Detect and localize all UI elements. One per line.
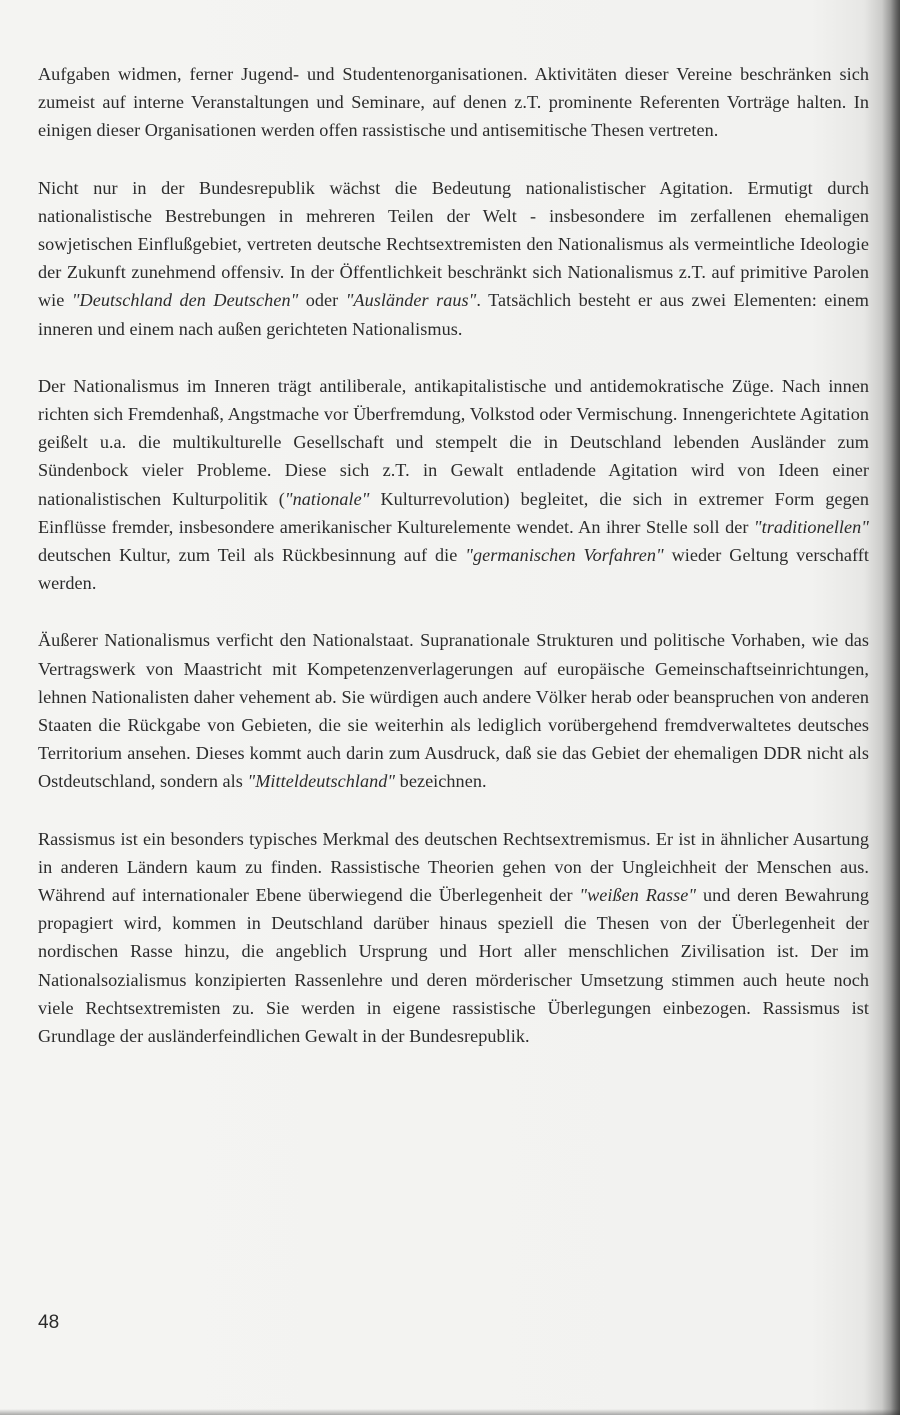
paragraph [38, 372, 869, 598]
quoted-term: "germanischen Vorfahren" [465, 545, 664, 566]
book-spine-shadow [882, 0, 900, 1415]
text-segment: Rassismus ist ein besonders typisches Merkmal des deutschen Rechtsextremismus. Er ist in ähnlicher Ausartung in anderen Ländern kaum zu finden. Rassistische Theorien gehen von der Ungleichheit der Menschen aus. Während auf internationaler Ebene überwiegend die Überlegenheit der [38, 828, 869, 906]
body-text [38, 60, 869, 1050]
text-segment: wieder Geltung verschafft werden. [38, 545, 869, 594]
text-segment: und deren Bewahrung propagiert wird, kommen in Deutschland darüber hinaus speziell die Thesen von der Überlegenheit der nordischen Rasse hinzu, die angeblich Ursprung und Hort aller menschlichen Zivilisation ist. Der im Nationalsozialismus konzipierten Rassenlehre und deren mörderischer Umsetzung stimmen auch heute noch viele Rechtsextremisten zu. Sie werden in eigene rassistische Überlegungen einbezogen. Rassismus ist Grundlage der ausländerfeindlichen Gewalt in der Bundesrepublik. [38, 885, 869, 1047]
quoted-slogan: "Deutschland den Deutschen" [71, 290, 299, 311]
text-segment: oder [298, 290, 346, 311]
text-segment: Nicht nur in der Bundesrepublik wächst die Bedeutung nationalistischer Agitation. Ermutigt durch nationalistische Bestrebungen in mehreren Teilen der Welt - insbesondere im zerfallenen ehemaligen sowjetischen Einflußgebiet, vertreten deutsche Rechtsextremisten den Nationalismus als vermeintliche Ideologie der Zukunft zunehmend offensiv. In der Öffentlichkeit beschränkt sich Nationalismus z.T. auf primitive Parolen wie [38, 177, 869, 311]
quoted-slogan: "Ausländer raus" [345, 290, 477, 311]
text-segment: Äußerer Nationalismus verficht den Nationalstaat. Supranationale Strukturen und politische Vorhaben, wie das Vertragswerk von Maastricht mit Kompetenzenverlagerungen auf europäische Gemeinschaftseinrichtungen, lehnen Nationalisten daher vehement ab. Sie würdigen auch andere Völker herab oder beanspruchen von anderen Staaten die Rückgabe von Gebieten, die sie weiterhin als lediglich vorübergehend fremdverwaltetes deutsches Territorium ansehen. Dieses kommt auch darin zum Ausdruck, daß sie das Gebiet der ehemaligen DDR nicht als Ostdeutschland, sondern als [38, 630, 869, 792]
paragraph [38, 60, 869, 145]
paragraph [38, 174, 869, 343]
text-segment: Aufgaben widmen, ferner Jugend- und Studentenorganisationen. Aktivitäten dieser Vereine beschränken sich zumeist auf interne Veranstaltungen und Seminare, auf denen z.T. prominente Referenten Vorträge halten. In einigen dieser Organisationen werden offen rassistische und antisemitische Thesen vertreten. [38, 64, 869, 141]
quoted-term: "traditionellen" [753, 516, 869, 537]
text-segment: . Tatsächlich besteht er aus zwei Elementen: einem inneren und einem nach außen gerichteten Nationalismus. [38, 290, 869, 339]
quoted-term: "nationale" [284, 488, 370, 509]
paragraph [38, 626, 869, 795]
quoted-term: "Mitteldeutschland" [247, 771, 396, 792]
text-segment: deutschen Kultur, zum Teil als Rückbesinnung auf die [38, 545, 466, 566]
text-segment: bezeichnen. [395, 771, 487, 792]
page-number: 48 [38, 1312, 60, 1333]
page-bottom-edge [0, 1409, 900, 1415]
text-segment: Der Nationalismus im Inneren trägt antiliberale, antikapitalistische und antidemokratische Züge. Nach innen richten sich Fremdenhaß, Angstmache vor Überfremdung, Volkstod oder Vermischung. Innengerichtete Agitation geißelt u.a. die multikulturelle Gesellschaft und stempelt die in Deutschland lebenden Ausländer zum Sündenbock vieler Probleme. Diese sich z.T. in Gewalt entladende Agitation wird von Ideen einer nationalistischen Kulturpolitik ( [38, 375, 869, 509]
paragraph [38, 825, 869, 1051]
quoted-term: "weißen Rasse" [579, 885, 697, 906]
text-segment: Kulturrevolution) begleitet, die sich in extremer Form gegen Einflüsse fremder, insbesondere amerikanischer Kulturelemente wendet. An ihrer Stelle soll der [38, 488, 869, 537]
